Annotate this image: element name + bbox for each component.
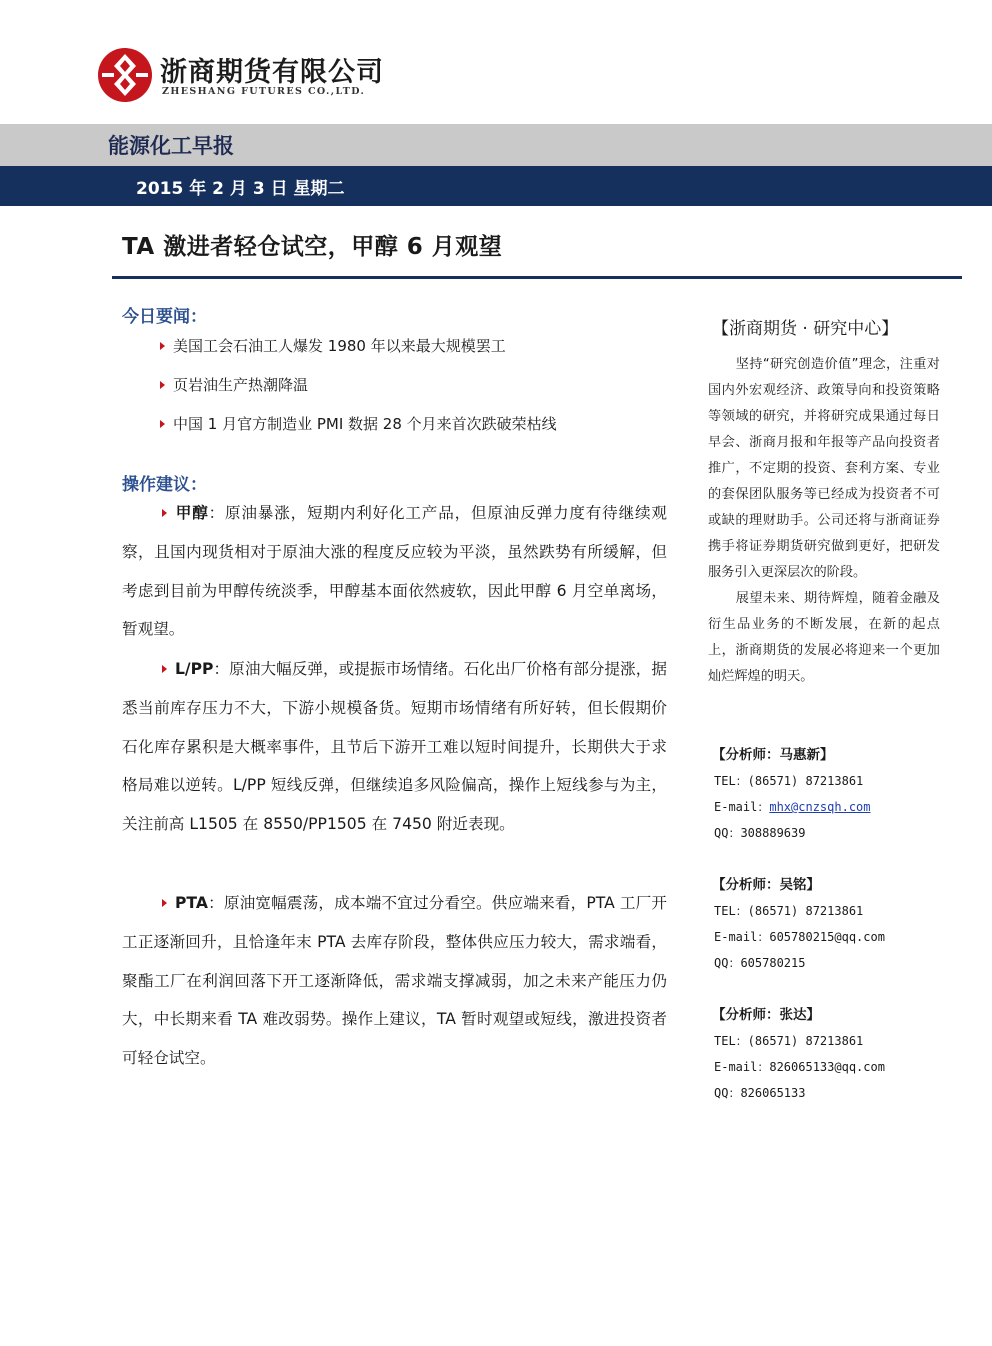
intro-paragraph: 坚持“研究创造价值”理念，注重对国内外宏观经济、政策导向和投资策略等领域的研究，并将研究成果通过每日早会、浙商月报和年报等产品向投资者推广，不定期的投资、套利方案、专业的套保团队服务等已经成为投资者不可或缺的理财助手。公司还将与浙商证券携手将证券期货研究做到更好，把研发服务引入更深层次的阶段。 — [708, 357, 940, 580]
advice-pta — [122, 884, 667, 1078]
research-center-title: 【浙商期货 · 研究中心】 — [712, 319, 899, 339]
company-name-en: ZHESHANG FUTURES CO.,LTD. — [162, 86, 366, 97]
email-label: E-mail： — [714, 1060, 770, 1074]
bullet-icon — [162, 899, 167, 907]
bullet-icon — [162, 665, 167, 673]
analyst-card — [712, 872, 952, 976]
advice-methanol — [122, 494, 667, 649]
analyst-card — [712, 742, 952, 846]
news-item-text: 页岩油生产热潮降温 — [173, 376, 309, 394]
analyst-name: 【分析师：吴铭】 — [712, 877, 820, 893]
analyst-email-link[interactable]: mhx@cnzsqh.com — [769, 800, 871, 814]
analyst-email: 605780215@qq.com — [769, 930, 885, 944]
advice-label: L/PP — [175, 660, 214, 678]
news-item — [160, 335, 506, 356]
advice-text: ：原油宽幅震荡，成本端不宜过分看空。供应端来看，PTA 工厂开工正逐渐回升，且恰逢年末 PTA 去库存阶段，整体供应压力较大，需求端看，聚酯工厂在利润回落下开工逐渐降低，需求端支撑减弱，加之未来产能压力仍大，中长期来看 TA 难改弱势。操作上建议，TA 暂时观望或短线，激进投资者可轻仓试空。 — [122, 894, 667, 1068]
advice-label: 甲醇 — [175, 504, 209, 522]
analyst-email-row — [712, 1054, 952, 1080]
advice-label: PTA — [175, 894, 208, 912]
email-label: E-mail： — [714, 800, 770, 814]
news-section-title: 今日要闻： — [122, 307, 207, 327]
advice-text: ：原油大幅反弹，或提振市场情绪。石化出厂价格有部分提涨，据悉当前库存压力不大，下游小规模备货。短期市场情绪有所好转，但长假期价石化库存累积是大概率事件，且节后下游开工难以短时间提升，长期供大于求格局难以逆转。L/PP 短线反弹，但继续追多风险偏高，操作上短线参与为主，关注前高 L1505 在 8550/PP1505 在 7450 附近表现。 — [122, 660, 667, 834]
analyst-tel: TEL：(86571) 87213861 — [714, 774, 864, 788]
analyst-email-row — [712, 794, 952, 820]
intro-paragraph: 展望未来、期待辉煌，随着金融及衍生品业务的不断发展，在新的起点上，浙商期货的发展必将迎来一个更加灿烂辉煌的明天。 — [708, 591, 940, 684]
news-item-text: 中国 1 月官方制造业 PMI 数据 28 个月来首次跌破荣枯线 — [173, 415, 557, 433]
analyst-qq: QQ：826065133 — [714, 1086, 806, 1100]
analyst-name: 【分析师：张达】 — [712, 1007, 820, 1023]
advice-lpp — [122, 650, 667, 844]
bullet-icon — [160, 381, 165, 389]
news-item-text: 美国工会石油工人爆发 1980 年以来最大规模罢工 — [173, 337, 506, 355]
headline: TA 激进者轻仓试空，甲醇 6 月观望 — [122, 234, 503, 260]
advice-text: ：原油暴涨，短期内利好化工产品，但原油反弹力度有待继续观察，且国内现货相对于原油大涨的程度反应较为平淡，虽然跌势有所缓解，但考虑到目前为甲醇传统淡季，甲醇基本面依然疲软，因此甲醇 6 月空单离场，暂观望。 — [122, 504, 667, 639]
analyst-qq: QQ：308889639 — [714, 826, 806, 840]
bullet-icon — [160, 342, 165, 350]
report-date: 2015 年 2 月 3 日 星期二 — [136, 179, 345, 199]
report-date-band — [0, 166, 992, 206]
analyst-email: 826065133@qq.com — [769, 1060, 885, 1074]
analyst-tel: TEL：(86571) 87213861 — [714, 904, 864, 918]
news-item — [160, 413, 557, 434]
zheshang-logo-icon — [96, 46, 154, 104]
analyst-tel: TEL：(86571) 87213861 — [714, 1034, 864, 1048]
bullet-icon — [160, 420, 165, 428]
analyst-card — [712, 1002, 952, 1106]
bullet-icon — [162, 509, 167, 517]
analyst-name: 【分析师：马惠新】 — [712, 747, 834, 763]
news-item — [160, 374, 308, 395]
headline-divider — [112, 276, 962, 279]
email-label: E-mail： — [714, 930, 770, 944]
company-name-cn: 浙商期货有限公司 — [160, 57, 384, 88]
report-name: 能源化工早报 — [108, 134, 234, 158]
analyst-email-row — [712, 924, 952, 950]
research-center-intro — [708, 352, 940, 690]
report-name-band — [0, 124, 992, 166]
advice-section-title: 操作建议： — [122, 475, 207, 495]
analyst-qq: QQ：605780215 — [714, 956, 806, 970]
company-logo — [96, 46, 396, 106]
